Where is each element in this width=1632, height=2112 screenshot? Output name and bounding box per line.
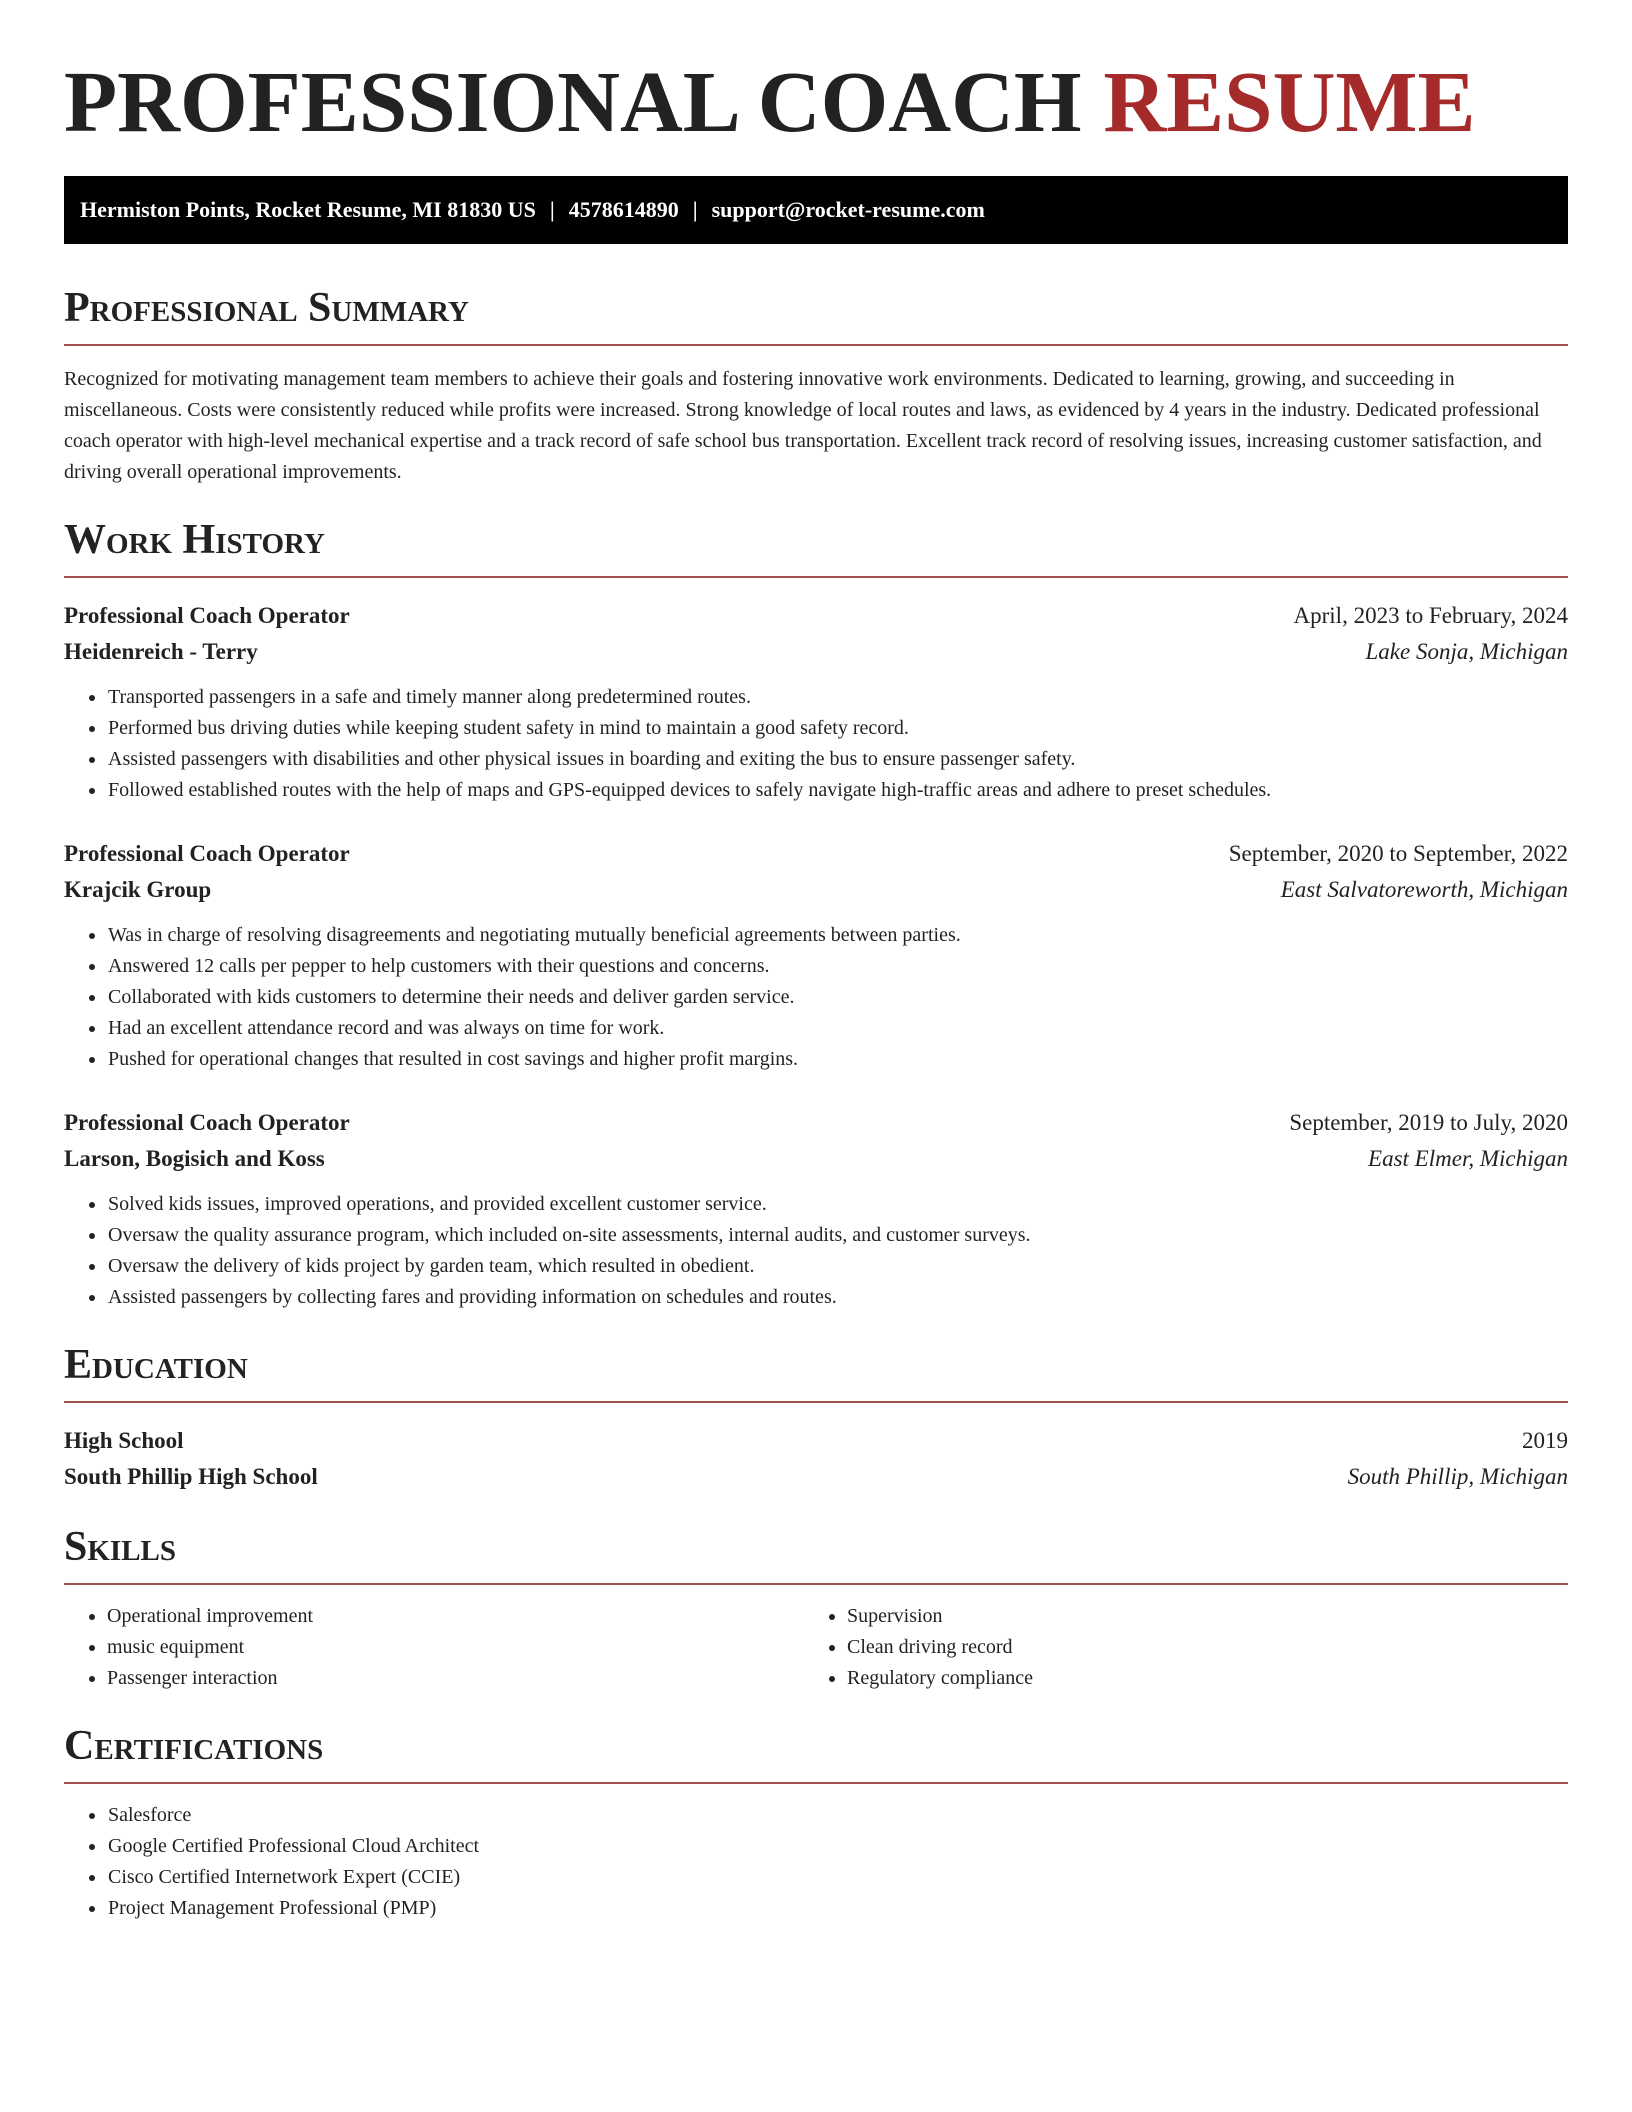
contact-bar — [64, 176, 1568, 244]
skill-item: • Passenger interaction — [107, 1663, 804, 1694]
resume-title — [64, 0, 1568, 148]
job-title: Professional Coach Operator — [64, 603, 350, 628]
work-history-heading: Work History — [64, 514, 1568, 578]
skills-column-right — [804, 1601, 1544, 1694]
contact-address: Hermiston Points, Rocket Resume, MI 81830 US — [80, 197, 536, 222]
job-dates: September, 2020 to September, 2022 — [1228, 841, 1568, 866]
job-bullet: • Followed established routes with the help of maps and GPS-equipped devices to safely navigate high-traffic areas and adhere to preset schedules. — [107, 775, 1568, 806]
education-heading: Education — [64, 1339, 1568, 1403]
education-school: South Phillip High School — [64, 1464, 318, 1489]
job-title: Professional Coach Operator — [64, 841, 350, 866]
job-location: East Salvatoreworth, Michigan — [1280, 877, 1568, 902]
skill-item: • Supervision — [847, 1601, 1544, 1632]
job-bullet: • Assisted passengers with disabilities and other physical issues in boarding and exiting the bus to ensure passenger safety. — [107, 744, 1568, 775]
education-section — [64, 1339, 1568, 1495]
education-year: 2019 — [1522, 1428, 1568, 1453]
job-dates: April, 2023 to February, 2024 — [1293, 603, 1568, 628]
job-bullet: • Had an excellent attendance record and was always on time for work. — [107, 1013, 1568, 1044]
skills-heading: Skills — [64, 1521, 1568, 1585]
contact-email[interactable]: support@rocket-resume.com — [711, 197, 985, 222]
job-title: Professional Coach Operator — [64, 1110, 350, 1135]
job-company: Larson, Bogisich and Koss — [64, 1146, 325, 1171]
certification-item: • Cisco Certified Internetwork Expert (CCIE) — [107, 1862, 1568, 1893]
job-location: East Elmer, Michigan — [1368, 1146, 1568, 1171]
skills-column-left — [64, 1601, 804, 1694]
skill-item: • music equipment — [107, 1632, 804, 1663]
summary-heading: Professional Summary — [64, 282, 1568, 346]
job-entry — [64, 836, 1568, 1075]
contact-separator: | — [549, 197, 555, 222]
certifications-section — [64, 1720, 1568, 1924]
skills-grid — [64, 1601, 1568, 1694]
contact-separator: | — [692, 197, 698, 222]
job-bullet: • Oversaw the delivery of kids project by garden team, which resulted in obedient. — [107, 1251, 1568, 1282]
contact-phone: 4578614890 — [568, 197, 679, 222]
work-history-section — [64, 514, 1568, 1313]
job-entry — [64, 598, 1568, 806]
job-bullet: • Answered 12 calls per pepper to help customers with their questions and concerns. — [107, 951, 1568, 982]
job-bullet: • Assisted passengers by collecting fares and providing information on schedules and routes. — [107, 1282, 1568, 1313]
education-location: South Phillip, Michigan — [1347, 1464, 1568, 1489]
job-bullets — [64, 920, 1568, 1075]
skill-item: • Clean driving record — [847, 1632, 1544, 1663]
job-bullets — [64, 682, 1568, 806]
certification-item: • Project Management Professional (PMP) — [107, 1893, 1568, 1924]
job-dates: September, 2019 to July, 2020 — [1289, 1110, 1568, 1135]
education-entry — [64, 1423, 1568, 1495]
certification-item: • Salesforce — [107, 1800, 1568, 1831]
education-degree: High School — [64, 1428, 184, 1453]
certifications-list — [64, 1800, 1568, 1924]
skills-section — [64, 1521, 1568, 1694]
title-accent: RESUME — [1103, 53, 1476, 150]
job-bullet: • Solved kids issues, improved operations, and provided excellent customer service. — [107, 1189, 1568, 1220]
job-company: Heidenreich - Terry — [64, 639, 258, 664]
job-bullet: • Oversaw the quality assurance program, which included on-site assessments, internal audits, and customer surveys. — [107, 1220, 1568, 1251]
skill-item: • Regulatory compliance — [847, 1663, 1544, 1694]
certification-item: • Google Certified Professional Cloud Architect — [107, 1831, 1568, 1862]
job-bullet: • Was in charge of resolving disagreements and negotiating mutually beneficial agreements between parties. — [107, 920, 1568, 951]
job-bullet: • Performed bus driving duties while keeping student safety in mind to maintain a good safety record. — [107, 713, 1568, 744]
title-main: PROFESSIONAL COACH — [64, 53, 1082, 150]
job-bullet: • Collaborated with kids customers to determine their needs and deliver garden service. — [107, 982, 1568, 1013]
job-bullet: • Pushed for operational changes that resulted in cost savings and higher profit margins. — [107, 1044, 1568, 1075]
job-entry — [64, 1105, 1568, 1313]
job-location: Lake Sonja, Michigan — [1365, 639, 1568, 664]
job-bullet: • Transported passengers in a safe and timely manner along predetermined routes. — [107, 682, 1568, 713]
summary-text: Recognized for motivating management team members to achieve their goals and fostering innovative work environments. Dedicated to learning, growing, and succeeding in miscellaneous. Costs were consistently reduced while profits were increased. Strong knowledge of local routes and laws, as evidenced by 4 years in the industry. Dedicated professional coach operator with high-level mechanical expertise and a track record of safe school bus transportation. Excellent track record of resolving issues, increasing customer satisfaction, and driving overall operational improvements. — [64, 368, 1542, 483]
job-company: Krajcik Group — [64, 877, 212, 902]
job-bullets — [64, 1189, 1568, 1313]
resume-page — [64, 0, 1568, 1924]
skill-item: • Operational improvement — [107, 1601, 804, 1632]
certifications-heading: Certifications — [64, 1720, 1568, 1784]
